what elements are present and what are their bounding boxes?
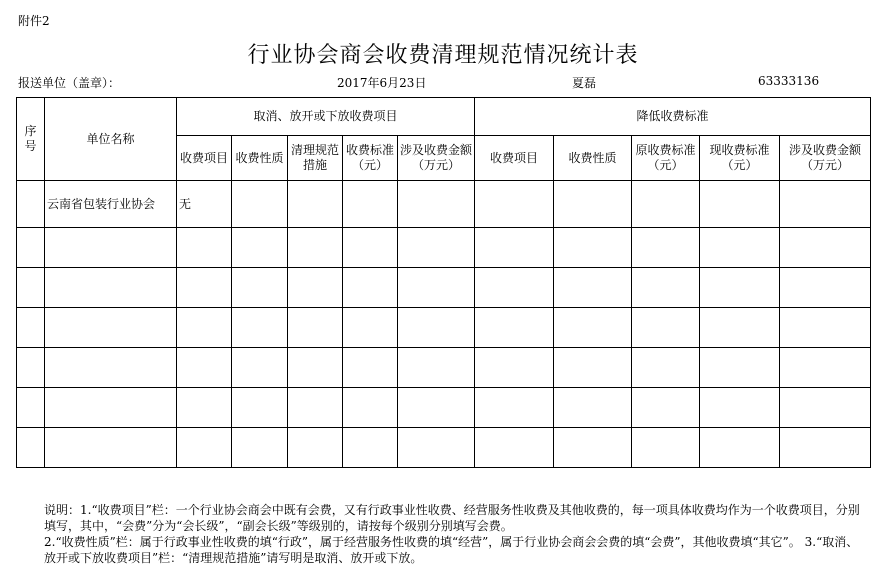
row-unit-name[interactable] xyxy=(45,268,177,308)
table-cell[interactable] xyxy=(475,268,554,308)
table-cell[interactable] xyxy=(780,181,871,228)
table-cell[interactable] xyxy=(398,228,475,268)
table-cell[interactable] xyxy=(554,228,632,268)
table-cell[interactable] xyxy=(780,428,871,468)
row-unit-name[interactable] xyxy=(45,428,177,468)
table-cell[interactable] xyxy=(398,308,475,348)
table-cell[interactable] xyxy=(288,348,343,388)
table-cell[interactable] xyxy=(398,268,475,308)
table-cell[interactable] xyxy=(343,348,398,388)
header-fee-nature: 收费性质 xyxy=(554,136,632,181)
table-cell[interactable] xyxy=(554,308,632,348)
table-cell[interactable] xyxy=(288,181,343,228)
row-seq[interactable] xyxy=(17,268,45,308)
table-cell[interactable] xyxy=(288,308,343,348)
table-cell[interactable] xyxy=(343,228,398,268)
table-cell[interactable] xyxy=(288,228,343,268)
table-cell[interactable] xyxy=(700,308,780,348)
table-cell[interactable] xyxy=(398,348,475,388)
table-cell[interactable] xyxy=(232,181,288,228)
header-current-standard: 现收费标准（元） xyxy=(700,136,780,181)
table-cell[interactable] xyxy=(632,228,700,268)
report-date: 2017年6月23日 xyxy=(337,76,427,90)
row-seq[interactable] xyxy=(17,428,45,468)
table-cell[interactable] xyxy=(232,428,288,468)
table-cell[interactable] xyxy=(475,181,554,228)
header-fee-nature: 收费性质 xyxy=(232,136,288,181)
table-row xyxy=(17,228,871,268)
table-cell[interactable] xyxy=(554,388,632,428)
table-cell[interactable] xyxy=(475,388,554,428)
attachment-label: 附件2 xyxy=(18,14,50,28)
table-cell[interactable] xyxy=(398,181,475,228)
table-cell[interactable] xyxy=(780,388,871,428)
row-seq[interactable] xyxy=(17,388,45,428)
row-seq[interactable] xyxy=(17,348,45,388)
table-cell[interactable] xyxy=(232,228,288,268)
table-cell[interactable] xyxy=(700,428,780,468)
table-cell[interactable] xyxy=(475,228,554,268)
table-cell[interactable] xyxy=(232,348,288,388)
row-unit-name[interactable] xyxy=(45,308,177,348)
table-cell[interactable] xyxy=(554,268,632,308)
table-row xyxy=(17,181,871,228)
table-cell[interactable] xyxy=(343,308,398,348)
row-seq[interactable] xyxy=(17,228,45,268)
table-cell[interactable] xyxy=(632,268,700,308)
table-cell[interactable] xyxy=(288,268,343,308)
table-body xyxy=(17,181,871,468)
table-cell[interactable] xyxy=(475,348,554,388)
table-cell[interactable] xyxy=(475,308,554,348)
header-fee-item: 收费项目 xyxy=(475,136,554,181)
table-cell[interactable] xyxy=(632,308,700,348)
reporting-unit-label: 报送单位（盖章）： xyxy=(18,76,121,90)
row-fee-item[interactable] xyxy=(177,308,232,348)
table-row xyxy=(17,268,871,308)
table-header xyxy=(17,98,871,181)
table-cell[interactable] xyxy=(288,428,343,468)
table-cell[interactable] xyxy=(700,268,780,308)
table-cell[interactable] xyxy=(343,428,398,468)
row-fee-item[interactable] xyxy=(177,348,232,388)
table-cell[interactable] xyxy=(475,428,554,468)
table-cell[interactable] xyxy=(632,181,700,228)
page-title: 行业协会商会收费清理规范情况统计表 xyxy=(247,43,639,68)
contact-person: 夏磊 xyxy=(572,76,597,90)
header-fee-item: 收费项目 xyxy=(177,136,232,181)
header-unit-name: 单位名称 xyxy=(45,98,177,181)
table-cell[interactable] xyxy=(632,348,700,388)
row-seq[interactable] xyxy=(17,308,45,348)
table-row xyxy=(17,388,871,428)
table-cell[interactable] xyxy=(554,428,632,468)
row-unit-name[interactable] xyxy=(45,228,177,268)
table-cell[interactable] xyxy=(780,348,871,388)
table-cell[interactable] xyxy=(700,181,780,228)
table-cell[interactable] xyxy=(398,388,475,428)
table-cell[interactable] xyxy=(780,268,871,308)
table-row xyxy=(17,348,871,388)
header-group-reduce: 降低收费标准 xyxy=(475,98,871,136)
header-group-cancel: 取消、放开或下放收费项目 xyxy=(177,98,475,136)
header-seq: 序号 xyxy=(17,98,45,181)
row-fee-item[interactable] xyxy=(177,268,232,308)
table-cell[interactable] xyxy=(700,348,780,388)
row-seq[interactable] xyxy=(17,181,45,228)
header-fee-amount: 涉及收费金额（万元） xyxy=(398,136,475,181)
header-fee-amount: 涉及收费金额（万元） xyxy=(780,136,871,181)
table-cell[interactable] xyxy=(343,268,398,308)
table-cell[interactable] xyxy=(232,268,288,308)
table-cell[interactable] xyxy=(343,181,398,228)
table-cell[interactable] xyxy=(232,388,288,428)
table-cell[interactable] xyxy=(632,428,700,468)
table-cell[interactable] xyxy=(632,388,700,428)
row-unit-name[interactable] xyxy=(45,348,177,388)
row-unit-name[interactable] xyxy=(45,388,177,428)
row-fee-item[interactable]: 无 xyxy=(177,181,232,228)
table-cell[interactable] xyxy=(232,308,288,348)
table-cell[interactable] xyxy=(398,428,475,468)
table-row xyxy=(17,308,871,348)
contact-phone: 63333136 xyxy=(758,74,820,88)
header-fee-standard: 收费标准（元） xyxy=(343,136,398,181)
header-original-standard: 原收费标准（元） xyxy=(632,136,700,181)
table-row xyxy=(17,428,871,468)
table-cell[interactable] xyxy=(554,181,632,228)
row-unit-name[interactable]: 云南省包装行业协会 xyxy=(45,181,177,228)
table-cell[interactable] xyxy=(700,388,780,428)
row-fee-item[interactable] xyxy=(177,388,232,428)
statistics-table xyxy=(16,97,871,468)
row-fee-item[interactable] xyxy=(177,428,232,468)
row-fee-item[interactable] xyxy=(177,228,232,268)
table-cell[interactable] xyxy=(554,348,632,388)
header-cleanup-measure: 清理规范措施 xyxy=(288,136,343,181)
table-cell[interactable] xyxy=(700,228,780,268)
table-cell[interactable] xyxy=(780,308,871,348)
notes-section xyxy=(44,502,870,566)
table-cell[interactable] xyxy=(288,388,343,428)
note-paragraph: 2.“收费性质”栏：属于行政事业性收费的填“行政”，属于经营服务性收费的填“经营”，属于行业协会商会会费的填“会费”，其他收费填“其它”。 3.“取消、放开或下放收费项目”栏：“清理规范措施”请写明是取消、放开或下放。 xyxy=(44,535,859,565)
table-cell[interactable] xyxy=(343,388,398,428)
note-paragraph: 说明：1.“收费项目”栏：一个行业协会商会中既有会费，又有行政事业性收费、经营服务性收费及其他收费的，每一项具体收费均作为一个收费项目，分别填写，其中，“会费”分为“会长级”，“副会长级”等级别的，请按每个级别分别填写会费。 xyxy=(44,503,860,533)
table-cell[interactable] xyxy=(780,228,871,268)
